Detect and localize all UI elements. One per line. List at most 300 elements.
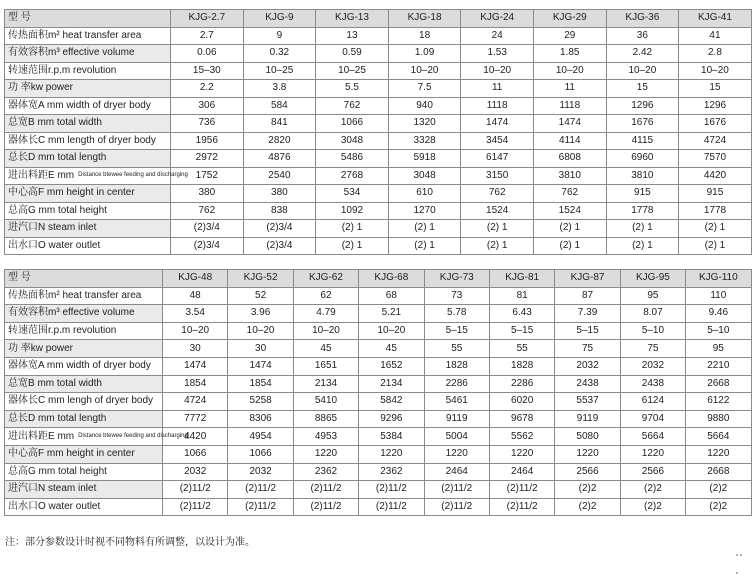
model-header-cell: KJG-24 <box>461 10 534 28</box>
value-cell: 5.5 <box>316 80 389 98</box>
value-cell: 3.96 <box>228 305 293 323</box>
value-cell: 2.42 <box>606 45 679 63</box>
value-cell: 3454 <box>461 132 534 150</box>
row-label-cell <box>5 463 163 481</box>
footnote: 注：部分参数设计时视不同物料有所调整，以设计为准。 <box>5 537 255 548</box>
value-cell: 4114 <box>533 132 606 150</box>
value-cell: 55 <box>424 340 489 358</box>
model-header-cell: KJG-41 <box>679 10 752 28</box>
value-cell: 1118 <box>533 97 606 115</box>
value-cell: 1092 <box>316 202 389 220</box>
value-cell: (2) 1 <box>606 220 679 238</box>
value-cell: 4420 <box>679 167 752 185</box>
table-row <box>5 305 752 323</box>
table-header-row <box>5 10 752 28</box>
value-cell: 41 <box>679 27 752 45</box>
value-cell: 5004 <box>424 428 489 446</box>
row-label-cell <box>5 132 171 150</box>
value-cell: 7772 <box>163 410 228 428</box>
model-header-cell: KJG-87 <box>555 270 620 288</box>
value-cell: 95 <box>686 340 751 358</box>
value-cell: 30 <box>163 340 228 358</box>
value-cell: (2) 1 <box>388 237 461 255</box>
value-cell: 8865 <box>293 410 358 428</box>
model-header-cell: KJG-36 <box>606 10 679 28</box>
value-cell: 7.39 <box>555 305 620 323</box>
row-label-cell <box>5 45 171 63</box>
value-cell: 380 <box>171 185 244 203</box>
value-cell: 13 <box>316 27 389 45</box>
value-cell: 15–30 <box>171 62 244 80</box>
value-cell: 4953 <box>293 428 358 446</box>
value-cell: 3048 <box>388 167 461 185</box>
table-row <box>5 220 752 238</box>
value-cell: 0.32 <box>243 45 316 63</box>
value-cell: 1220 <box>359 445 424 463</box>
spec-table-1 <box>4 9 752 255</box>
row-label-cell <box>5 202 171 220</box>
table-row <box>5 445 752 463</box>
row-label-cell <box>5 150 171 168</box>
value-cell: (2)2 <box>620 498 685 516</box>
value-cell: 18 <box>388 27 461 45</box>
value-cell: 2032 <box>620 357 685 375</box>
table-row <box>5 463 752 481</box>
value-cell: 10–20 <box>163 322 228 340</box>
row-label-text: 总长D mm total length <box>8 413 107 425</box>
row-label-text: 器体长C mm lengh of dryer body <box>8 395 154 407</box>
value-cell: 75 <box>555 340 620 358</box>
corner-dots <box>736 543 746 545</box>
value-cell: (2)2 <box>555 498 620 516</box>
value-cell: 5–15 <box>555 322 620 340</box>
value-cell: 62 <box>293 287 358 305</box>
value-cell: 5–10 <box>620 322 685 340</box>
value-cell: 15 <box>679 80 752 98</box>
model-header-cell: KJG-95 <box>620 270 685 288</box>
spec-table-2-body <box>5 270 752 516</box>
table-row <box>5 132 752 150</box>
table-header-row <box>5 270 752 288</box>
value-cell: 55 <box>489 340 554 358</box>
value-cell: 15 <box>606 80 679 98</box>
value-cell: 5384 <box>359 428 424 446</box>
value-cell: 1.85 <box>533 45 606 63</box>
value-cell: (2)3/4 <box>171 237 244 255</box>
value-cell: 1.09 <box>388 45 461 63</box>
table-row <box>5 115 752 133</box>
value-cell: (2)11/2 <box>359 498 424 516</box>
value-cell: 3.8 <box>243 80 316 98</box>
value-cell: (2)3/4 <box>243 237 316 255</box>
value-cell: 5461 <box>424 393 489 411</box>
spec-table-1-body <box>5 10 752 255</box>
value-cell: 1676 <box>679 115 752 133</box>
value-cell: 380 <box>243 185 316 203</box>
row-label-text: 有效容积m³ effective volume <box>8 47 135 59</box>
value-cell: (2)2 <box>686 481 751 499</box>
value-cell: (2)11/2 <box>424 481 489 499</box>
value-cell: 6960 <box>606 150 679 168</box>
table-row <box>5 375 752 393</box>
value-cell: (2)11/2 <box>489 481 554 499</box>
value-cell: 6020 <box>489 393 554 411</box>
value-cell: 2.2 <box>171 80 244 98</box>
value-cell: 1828 <box>489 357 554 375</box>
value-cell: 48 <box>163 287 228 305</box>
model-header-cell: KJG-2.7 <box>171 10 244 28</box>
row-label-cell <box>5 115 171 133</box>
model-header-cell: KJG-110 <box>686 270 751 288</box>
value-cell: 1220 <box>424 445 489 463</box>
value-cell: 5918 <box>388 150 461 168</box>
value-cell: 2.7 <box>171 27 244 45</box>
table-row <box>5 45 752 63</box>
value-cell: 1296 <box>606 97 679 115</box>
value-cell: 5080 <box>555 428 620 446</box>
value-cell: 6.43 <box>489 305 554 323</box>
value-cell: (2)11/2 <box>293 481 358 499</box>
value-cell: 534 <box>316 185 389 203</box>
value-cell: 306 <box>171 97 244 115</box>
row-label-text: 总宽B mm total width <box>8 117 102 129</box>
value-cell: (2)11/2 <box>163 498 228 516</box>
value-cell: 1296 <box>679 97 752 115</box>
value-cell: (2)2 <box>620 481 685 499</box>
value-cell: 5.78 <box>424 305 489 323</box>
row-label-text: 中心高F mm height in center <box>8 448 135 460</box>
value-cell: 1220 <box>293 445 358 463</box>
table-row <box>5 410 752 428</box>
row-label-cell <box>5 237 171 255</box>
row-label-cell <box>5 220 171 238</box>
table-row <box>5 185 752 203</box>
row-label-cell <box>5 185 171 203</box>
value-cell: 2210 <box>686 357 751 375</box>
row-label-text: 转速范围r.p.m revolution <box>8 64 117 76</box>
value-cell: 6147 <box>461 150 534 168</box>
row-label-text: 总长D mm total length <box>8 152 107 164</box>
value-cell: (2)11/2 <box>359 481 424 499</box>
value-cell: (2)11/2 <box>228 481 293 499</box>
value-cell: 3.54 <box>163 305 228 323</box>
value-cell: 8306 <box>228 410 293 428</box>
value-cell: 1474 <box>163 357 228 375</box>
value-cell: 95 <box>620 287 685 305</box>
table-row <box>5 80 752 98</box>
value-cell: 0.06 <box>171 45 244 63</box>
value-cell: 1220 <box>489 445 554 463</box>
value-cell: 915 <box>606 185 679 203</box>
value-cell: 2438 <box>620 375 685 393</box>
row-label-cell <box>5 481 163 499</box>
value-cell: 1.53 <box>461 45 534 63</box>
value-cell: 2134 <box>293 375 358 393</box>
row-label-text: 传热面积m² heat transfer area <box>8 29 142 41</box>
value-cell: 3810 <box>533 167 606 185</box>
value-cell: (2) 1 <box>316 220 389 238</box>
value-cell: 1066 <box>316 115 389 133</box>
value-cell: (2)11/2 <box>424 498 489 516</box>
row-label-cell <box>5 62 171 80</box>
value-cell: 87 <box>555 287 620 305</box>
value-cell: 5664 <box>686 428 751 446</box>
value-cell: (2) 1 <box>679 237 752 255</box>
value-cell: 3048 <box>316 132 389 150</box>
value-cell: (2)11/2 <box>293 498 358 516</box>
value-cell: 2134 <box>359 375 424 393</box>
table-row <box>5 237 752 255</box>
value-cell: 2668 <box>686 375 751 393</box>
value-cell: 2972 <box>171 150 244 168</box>
value-cell: 1752 <box>171 167 244 185</box>
value-cell: 9119 <box>555 410 620 428</box>
value-cell: 1652 <box>359 357 424 375</box>
value-cell: 3150 <box>461 167 534 185</box>
row-label-text: 功 率kw power <box>8 82 74 94</box>
value-cell: (2) 1 <box>533 220 606 238</box>
value-cell: 4724 <box>679 132 752 150</box>
value-cell: 6124 <box>620 393 685 411</box>
value-cell: 9296 <box>359 410 424 428</box>
value-cell: 9 <box>243 27 316 45</box>
model-header-cell: KJG-73 <box>424 270 489 288</box>
value-cell: 2362 <box>359 463 424 481</box>
table-row <box>5 481 752 499</box>
value-cell: (2)11/2 <box>163 481 228 499</box>
table-row <box>5 62 752 80</box>
value-cell: 1320 <box>388 115 461 133</box>
value-cell: 45 <box>359 340 424 358</box>
row-label-cell <box>5 305 163 323</box>
value-cell: 2032 <box>163 463 228 481</box>
value-cell: 4420 <box>163 428 228 446</box>
value-cell: 5537 <box>555 393 620 411</box>
value-cell: 10–25 <box>243 62 316 80</box>
value-cell: 2566 <box>555 463 620 481</box>
value-cell: 1066 <box>163 445 228 463</box>
row-label-cell <box>5 410 163 428</box>
table-row <box>5 97 752 115</box>
value-cell: 6808 <box>533 150 606 168</box>
table-row <box>5 340 752 358</box>
value-cell: 7570 <box>679 150 752 168</box>
row-label-text: 器体宽A mm width of dryer body <box>8 99 151 111</box>
value-cell: 10–20 <box>359 322 424 340</box>
value-cell: (2)3/4 <box>171 220 244 238</box>
value-cell: 841 <box>243 115 316 133</box>
table-row <box>5 498 752 516</box>
value-cell: 7.5 <box>388 80 461 98</box>
value-cell: 2032 <box>228 463 293 481</box>
row-label-cell <box>5 340 163 358</box>
header-label-cell: 型 号 <box>5 10 171 28</box>
value-cell: 5–10 <box>686 322 751 340</box>
value-cell: (2) 1 <box>606 237 679 255</box>
row-label-cell <box>5 393 163 411</box>
value-cell: 1270 <box>388 202 461 220</box>
model-header-cell: KJG-48 <box>163 270 228 288</box>
table-row <box>5 428 752 446</box>
value-cell: (2)11/2 <box>489 498 554 516</box>
value-cell: 52 <box>228 287 293 305</box>
value-cell: 1651 <box>293 357 358 375</box>
value-cell: 5258 <box>228 393 293 411</box>
value-cell: 1220 <box>686 445 751 463</box>
value-cell: 2540 <box>243 167 316 185</box>
row-label-cell <box>5 97 171 115</box>
row-label-text: 有效容积m³ effective volume <box>8 307 135 319</box>
row-label-text: 进出料距E mm <box>8 169 75 181</box>
value-cell: 10–20 <box>679 62 752 80</box>
value-cell: 2286 <box>424 375 489 393</box>
table-row <box>5 357 752 375</box>
row-label-text: 总宽B mm total width <box>8 377 102 389</box>
model-header-cell: KJG-81 <box>489 270 554 288</box>
value-cell: 75 <box>620 340 685 358</box>
row-label-text: 进出料距E mm <box>8 430 75 442</box>
value-cell: 10–20 <box>228 322 293 340</box>
row-label-cell <box>5 428 188 446</box>
value-cell: 610 <box>388 185 461 203</box>
value-cell: 2032 <box>555 357 620 375</box>
value-cell: 11 <box>461 80 534 98</box>
value-cell: 1474 <box>461 115 534 133</box>
value-cell: 5664 <box>620 428 685 446</box>
value-cell: 5410 <box>293 393 358 411</box>
value-cell: 1066 <box>228 445 293 463</box>
row-label-note: Distance btewee feeding and discharging <box>78 171 188 178</box>
value-cell: 36 <box>606 27 679 45</box>
value-cell: 2768 <box>316 167 389 185</box>
value-cell: 6122 <box>686 393 751 411</box>
value-cell: 1474 <box>533 115 606 133</box>
value-cell: 73 <box>424 287 489 305</box>
value-cell: 8.07 <box>620 305 685 323</box>
value-cell: 1118 <box>461 97 534 115</box>
row-label-text: 总高G mm total height <box>8 204 107 216</box>
row-label-cell <box>5 357 163 375</box>
row-label-cell <box>5 287 163 305</box>
value-cell: 9.46 <box>686 305 751 323</box>
row-label-text: 转速范围r.p.m revolution <box>8 325 117 337</box>
value-cell: (2) 1 <box>388 220 461 238</box>
model-header-cell: KJG-62 <box>293 270 358 288</box>
value-cell: 10–20 <box>388 62 461 80</box>
value-cell: 1778 <box>679 202 752 220</box>
value-cell: 1524 <box>533 202 606 220</box>
table-row <box>5 27 752 45</box>
model-header-cell: KJG-52 <box>228 270 293 288</box>
value-cell: 2464 <box>424 463 489 481</box>
value-cell: 5562 <box>489 428 554 446</box>
value-cell: 10–20 <box>461 62 534 80</box>
value-cell: 736 <box>171 115 244 133</box>
value-cell: 45 <box>293 340 358 358</box>
row-label-text: 器体长C mm length of dryer body <box>8 134 156 146</box>
value-cell: 30 <box>228 340 293 358</box>
value-cell: 1220 <box>555 445 620 463</box>
value-cell: 2820 <box>243 132 316 150</box>
row-label-text: 进汽口N steam inlet <box>8 222 97 234</box>
row-label-text: 器体宽A mm width of dryer body <box>8 360 151 372</box>
row-label-cell <box>5 445 163 463</box>
value-cell: 5–15 <box>424 322 489 340</box>
value-cell: (2) 1 <box>316 237 389 255</box>
row-label-cell <box>5 27 171 45</box>
value-cell: (2)2 <box>686 498 751 516</box>
value-cell: 2464 <box>489 463 554 481</box>
value-cell: 762 <box>316 97 389 115</box>
value-cell: 762 <box>461 185 534 203</box>
value-cell: 762 <box>171 202 244 220</box>
value-cell: 5486 <box>316 150 389 168</box>
value-cell: 5–15 <box>489 322 554 340</box>
spec-table-2 <box>4 269 752 516</box>
value-cell: 0.59 <box>316 45 389 63</box>
value-cell: 4115 <box>606 132 679 150</box>
model-header-cell: KJG-18 <box>388 10 461 28</box>
value-cell: 1854 <box>228 375 293 393</box>
value-cell: 1220 <box>620 445 685 463</box>
value-cell: 1778 <box>606 202 679 220</box>
row-label-text: 出水口O water outlet <box>8 501 101 513</box>
value-cell: 915 <box>679 185 752 203</box>
value-cell: 2668 <box>686 463 751 481</box>
value-cell: 10–20 <box>293 322 358 340</box>
header-label-cell: 型 号 <box>5 270 163 288</box>
value-cell: 10–20 <box>606 62 679 80</box>
value-cell: 4954 <box>228 428 293 446</box>
value-cell: 1524 <box>461 202 534 220</box>
value-cell: 9880 <box>686 410 751 428</box>
value-cell: 10–25 <box>316 62 389 80</box>
value-cell: (2) 1 <box>461 237 534 255</box>
value-cell: (2)2 <box>555 481 620 499</box>
row-label-text: 出水口O water outlet <box>8 239 101 251</box>
value-cell: 5842 <box>359 393 424 411</box>
value-cell: 3810 <box>606 167 679 185</box>
table-row <box>5 150 752 168</box>
value-cell: (2) 1 <box>461 220 534 238</box>
table-row <box>5 393 752 411</box>
row-label-cell <box>5 167 188 185</box>
table-row <box>5 167 752 185</box>
value-cell: 11 <box>533 80 606 98</box>
value-cell: 2286 <box>489 375 554 393</box>
row-label-text: 中心高F mm height in center <box>8 187 135 199</box>
table-row <box>5 287 752 305</box>
value-cell: 68 <box>359 287 424 305</box>
row-label-cell <box>5 375 163 393</box>
value-cell: 24 <box>461 27 534 45</box>
value-cell: 1854 <box>163 375 228 393</box>
value-cell: (2) 1 <box>533 237 606 255</box>
value-cell: 81 <box>489 287 554 305</box>
value-cell: 1676 <box>606 115 679 133</box>
model-header-cell: KJG-9 <box>243 10 316 28</box>
value-cell: (2)3/4 <box>243 220 316 238</box>
row-label-text: 传热面积m² heat transfer area <box>8 289 142 301</box>
row-label-cell <box>5 322 163 340</box>
model-header-cell: KJG-29 <box>533 10 606 28</box>
value-cell: 9704 <box>620 410 685 428</box>
value-cell: 1474 <box>228 357 293 375</box>
value-cell: 2566 <box>620 463 685 481</box>
row-label-cell <box>5 498 163 516</box>
value-cell: 5.21 <box>359 305 424 323</box>
model-header-cell: KJG-13 <box>316 10 389 28</box>
